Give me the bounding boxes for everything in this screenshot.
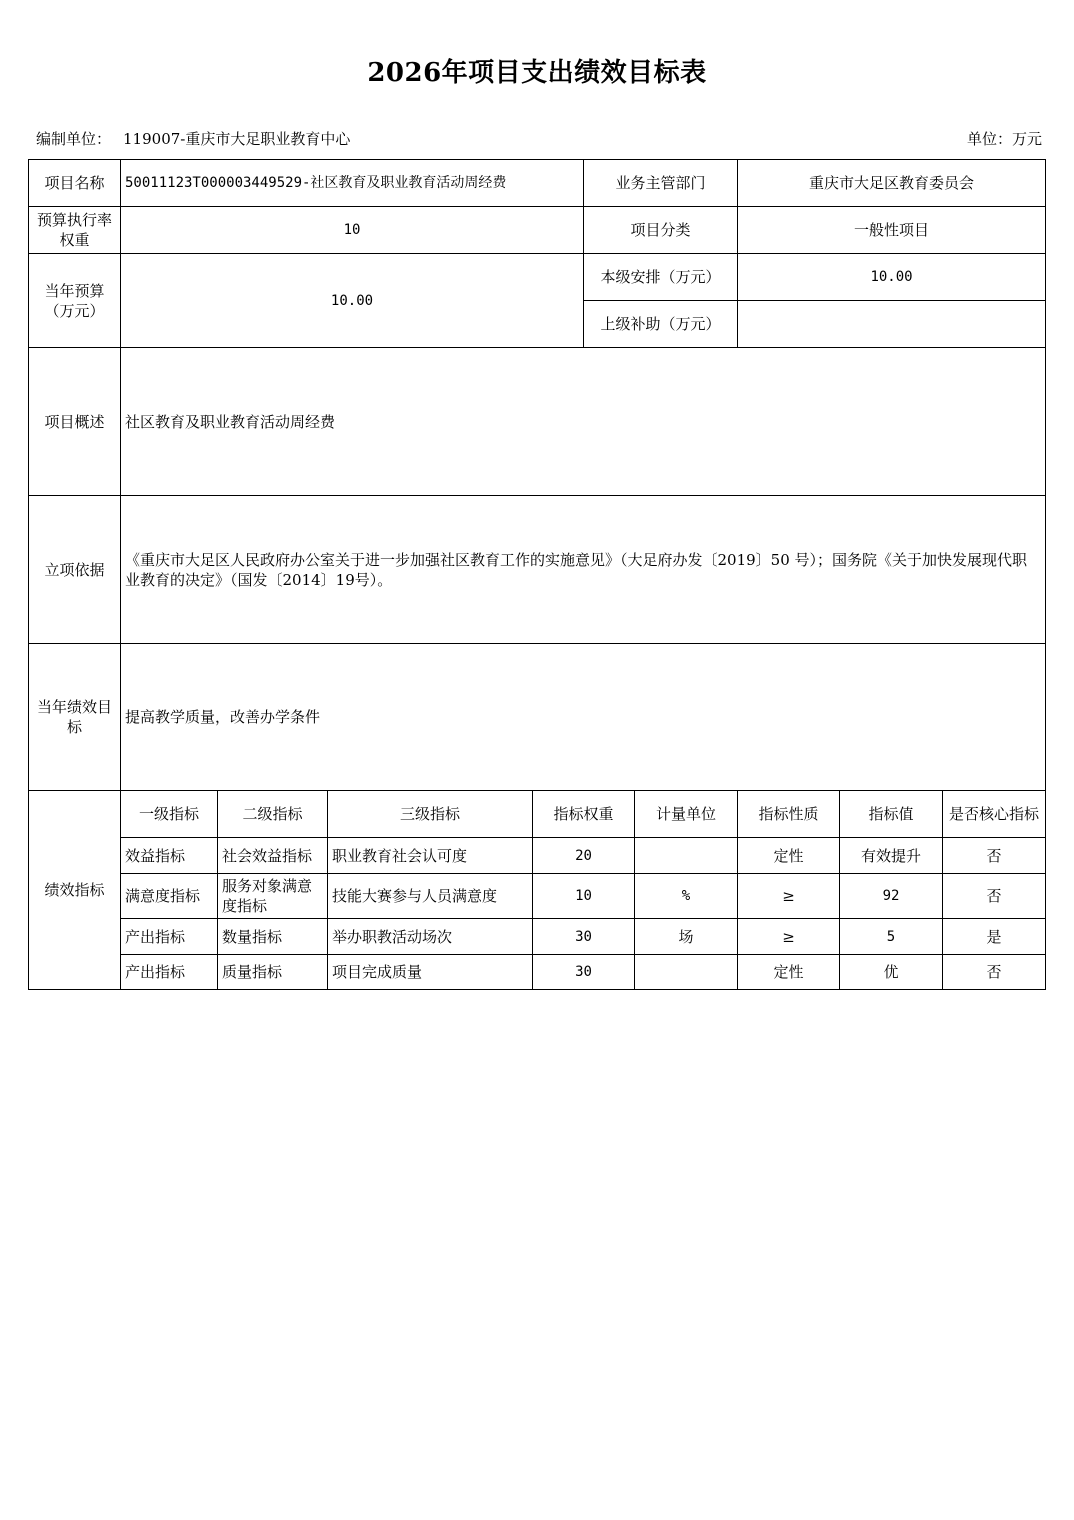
cell-level2: 数量指标 — [218, 919, 328, 955]
header-level1: 一级指标 — [121, 791, 218, 838]
row-budget — [29, 254, 1046, 301]
cell-weight: 30 — [533, 919, 635, 955]
table-row — [29, 955, 1046, 990]
superior-subsidy-value — [738, 301, 1046, 348]
row-overview — [29, 348, 1046, 496]
cell-unit: % — [635, 874, 738, 919]
category-value: 一般性项目 — [738, 207, 1046, 254]
cell-value: 5 — [840, 919, 943, 955]
cell-core: 否 — [943, 838, 1046, 874]
header-unit: 计量单位 — [635, 791, 738, 838]
annual-budget-value: 10.00 — [121, 254, 584, 348]
page-title: 2026年项目支出绩效目标表 — [367, 58, 707, 88]
cell-level2: 服务对象满意度指标 — [218, 874, 328, 919]
cell-level3: 职业教育社会认可度 — [328, 838, 533, 874]
cell-level2: 质量指标 — [218, 955, 328, 990]
cell-value: 92 — [840, 874, 943, 919]
execution-rate-value: 10 — [121, 207, 584, 254]
cell-core: 否 — [943, 955, 1046, 990]
cell-value: 有效提升 — [840, 838, 943, 874]
cell-level3: 项目完成质量 — [328, 955, 533, 990]
local-arrangement-label: 本级安排（万元） — [584, 254, 738, 301]
table-row — [29, 919, 1046, 955]
row-annual-goal — [29, 644, 1046, 791]
cell-level1: 效益指标 — [121, 838, 218, 874]
basis-label: 立项依据 — [29, 496, 121, 644]
overview-value: 社区教育及职业教育活动周经费 — [121, 348, 1046, 496]
table-row — [29, 838, 1046, 874]
department-value: 重庆市大足区教育委员会 — [738, 160, 1046, 207]
preparing-unit-value: 119007-重庆市大足职业教育中心 — [123, 130, 351, 148]
header-core: 是否核心指标 — [943, 791, 1046, 838]
cell-nature: 定性 — [738, 838, 840, 874]
performance-indicators-label: 绩效指标 — [29, 791, 121, 990]
cell-unit: 场 — [635, 919, 738, 955]
cell-level1: 产出指标 — [121, 919, 218, 955]
header-value: 指标值 — [840, 791, 943, 838]
indicator-header-row — [29, 791, 1046, 838]
cell-value: 优 — [840, 955, 943, 990]
project-name-label: 项目名称 — [29, 160, 121, 207]
cell-nature: ≥ — [738, 874, 840, 919]
overview-label: 项目概述 — [29, 348, 121, 496]
project-name-value: 50011123T000003449529-社区教育及职业教育活动周经费 — [121, 160, 584, 207]
cell-level1: 产出指标 — [121, 955, 218, 990]
preparing-unit-label: 编制单位： — [36, 130, 112, 148]
superior-subsidy-label: 上级补助（万元） — [584, 301, 738, 348]
header-nature: 指标性质 — [738, 791, 840, 838]
header-weight: 指标权重 — [533, 791, 635, 838]
category-label: 项目分类 — [584, 207, 738, 254]
table-row — [29, 874, 1046, 919]
cell-level3: 技能大赛参与人员满意度 — [328, 874, 533, 919]
cell-nature: ≥ — [738, 919, 840, 955]
cell-weight: 10 — [533, 874, 635, 919]
currency-unit: 单位：万元 — [966, 130, 1042, 148]
local-arrangement-value: 10.00 — [738, 254, 1046, 301]
preparing-unit — [36, 128, 350, 149]
header-level3: 三级指标 — [328, 791, 533, 838]
cell-level1: 满意度指标 — [121, 874, 218, 919]
cell-weight: 30 — [533, 955, 635, 990]
row-basis — [29, 496, 1046, 644]
execution-rate-label: 预算执行率权重 — [29, 207, 121, 254]
annual-goal-label: 当年绩效目标 — [29, 644, 121, 791]
department-label: 业务主管部门 — [584, 160, 738, 207]
cell-level3: 举办职教活动场次 — [328, 919, 533, 955]
basis-value: 《重庆市大足区人民政府办公室关于进一步加强社区教育工作的实施意见》（大足府办发〔2019〕50 号）；国务院《关于加快发展现代职业教育的决定》（国发〔2014〕19号）。 — [121, 496, 1046, 644]
cell-core: 是 — [943, 919, 1046, 955]
cell-weight: 20 — [533, 838, 635, 874]
performance-target-table — [28, 159, 1046, 990]
cell-level2: 社会效益指标 — [218, 838, 328, 874]
header-level2: 二级指标 — [218, 791, 328, 838]
cell-nature: 定性 — [738, 955, 840, 990]
cell-core: 否 — [943, 874, 1046, 919]
row-execution-rate — [29, 207, 1046, 254]
cell-unit — [635, 955, 738, 990]
cell-unit — [635, 838, 738, 874]
row-project-name — [29, 160, 1046, 207]
annual-goal-value: 提高教学质量，改善办学条件 — [121, 644, 1046, 791]
annual-budget-label: 当年预算（万元） — [29, 254, 121, 348]
